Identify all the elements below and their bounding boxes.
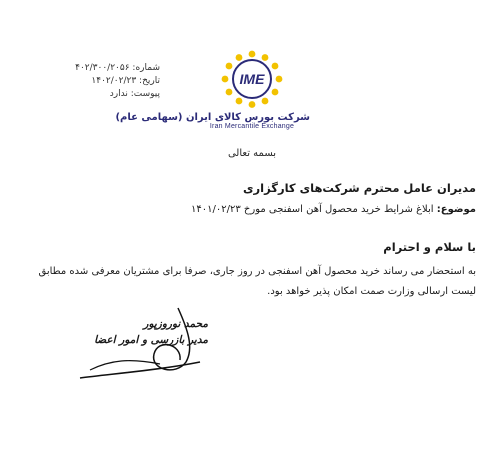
subject-label: موضوع:: [436, 204, 476, 215]
letter-number: شماره: ۴۰۲/۳۰۰/۲۰۵۶: [75, 63, 160, 73]
logo-mark-text: IME: [239, 71, 265, 87]
signer-title: مدیر بازرسی و امور اعضا: [94, 334, 208, 346]
greeting: با سلام و احترام: [383, 240, 476, 254]
signer-block: [58, 316, 208, 348]
subject-text: ابلاغ شرایط خرید محصول آهن اسفنجی مورخ ۱۴۰۱/۰۲/۲۳: [191, 204, 434, 215]
subject-line: [191, 204, 476, 215]
ime-logo-icon: [220, 50, 284, 110]
letter-date: تاریخ: ۱۴۰۲/۰۲/۲۳: [91, 76, 160, 86]
company-name-fa: شرکت بورس کالای ایران (سهامی عام): [115, 112, 310, 123]
letter-body: به استحضار می رساند خرید محصول آهن اسفنجی در روز جاری، صرفا برای مشتریان معرفی شده مطابق لیست ارسالی وزارت صمت امکان پذیر خواهد بود.: [38, 266, 476, 297]
company-name-en: Iran Mercantile Exchange: [209, 123, 295, 130]
recipient-line: مدیران عامل محترم شرکت‌های کارگزاری: [243, 181, 476, 195]
letter-attachment: پیوست: ندارد: [109, 89, 160, 99]
basmala: بسمه تعالی: [227, 148, 277, 159]
signer-name: محمد نوروزپور: [143, 318, 208, 330]
letter-meta: [40, 62, 160, 101]
